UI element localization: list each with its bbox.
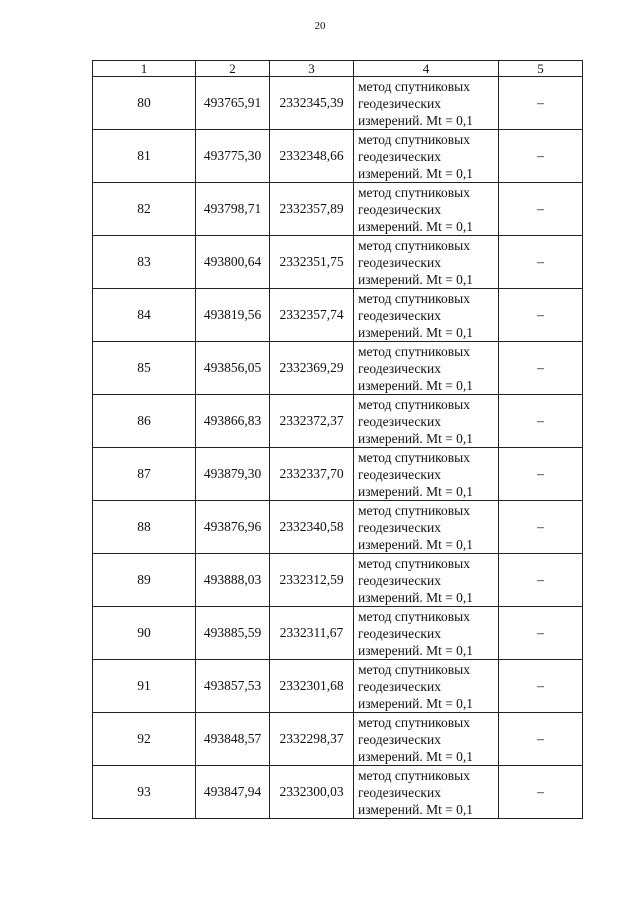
method-cell [354,660,499,713]
x-coordinate-cell: 493848,57 [196,713,270,766]
method-line: геодезических [358,95,441,111]
x-coordinate-cell: 493847,94 [196,766,270,819]
method-line: метод спутниковых [358,131,470,147]
method-line: геодезических [358,413,441,429]
x-coordinate-cell: 493885,59 [196,607,270,660]
x-coordinate-cell: 493775,30 [196,130,270,183]
note-cell: – [499,501,583,554]
method-line: геодезических [358,307,441,323]
note-cell: – [499,236,583,289]
y-coordinate-cell: 2332298,37 [270,713,354,766]
table-row [93,395,583,448]
table-row [93,183,583,236]
method-line: измерений. Mt = 0,1 [358,801,474,817]
table-row [93,660,583,713]
method-line: геодезических [358,254,441,270]
note-cell: – [499,130,583,183]
method-line: измерений. Mt = 0,1 [358,165,474,181]
method-line: измерений. Mt = 0,1 [358,748,474,764]
method-line: измерений. Mt = 0,1 [358,112,474,128]
point-number-cell: 92 [93,713,196,766]
method-line: измерений. Mt = 0,1 [358,271,474,287]
y-coordinate-cell: 2332345,39 [270,77,354,130]
point-number-cell: 90 [93,607,196,660]
x-coordinate-cell: 493819,56 [196,289,270,342]
note-cell: – [499,395,583,448]
coordinates-table [92,60,583,819]
y-coordinate-cell: 2332351,75 [270,236,354,289]
method-line: метод спутниковых [358,78,470,94]
point-number-cell: 85 [93,342,196,395]
point-number-cell: 93 [93,766,196,819]
table-row [93,289,583,342]
x-coordinate-cell: 493876,96 [196,501,270,554]
method-line: измерений. Mt = 0,1 [358,642,474,658]
header-col-2: 2 [196,61,270,77]
table-row [93,607,583,660]
y-coordinate-cell: 2332301,68 [270,660,354,713]
table-row [93,766,583,819]
note-cell: – [499,448,583,501]
method-line: измерений. Mt = 0,1 [358,430,474,446]
x-coordinate-cell: 493857,53 [196,660,270,713]
method-cell [354,607,499,660]
method-line: геодезических [358,731,441,747]
method-cell [354,395,499,448]
method-cell [354,236,499,289]
method-cell [354,289,499,342]
method-line: геодезических [358,466,441,482]
point-number-cell: 84 [93,289,196,342]
note-cell: – [499,660,583,713]
method-line: геодезических [358,201,441,217]
y-coordinate-cell: 2332369,29 [270,342,354,395]
method-line: геодезических [358,360,441,376]
y-coordinate-cell: 2332312,59 [270,554,354,607]
x-coordinate-cell: 493888,03 [196,554,270,607]
method-line: измерений. Mt = 0,1 [358,324,474,340]
method-line: метод спутниковых [358,237,470,253]
method-line: измерений. Mt = 0,1 [358,536,474,552]
table-row [93,448,583,501]
method-line: измерений. Mt = 0,1 [358,377,474,393]
table-row [93,713,583,766]
method-line: геодезических [358,572,441,588]
header-col-5: 5 [499,61,583,77]
page-number: 20 [314,20,326,32]
point-number-cell: 91 [93,660,196,713]
point-number-cell: 86 [93,395,196,448]
y-coordinate-cell: 2332340,58 [270,501,354,554]
note-cell: – [499,713,583,766]
method-line: метод спутниковых [358,449,470,465]
note-cell: – [499,554,583,607]
method-cell [354,342,499,395]
x-coordinate-cell: 493765,91 [196,77,270,130]
method-cell [354,77,499,130]
method-cell [354,130,499,183]
method-cell [354,713,499,766]
x-coordinate-cell: 493800,64 [196,236,270,289]
method-line: измерений. Mt = 0,1 [358,218,474,234]
y-coordinate-cell: 2332372,37 [270,395,354,448]
y-coordinate-cell: 2332348,66 [270,130,354,183]
point-number-cell: 82 [93,183,196,236]
y-coordinate-cell: 2332337,70 [270,448,354,501]
header-col-4: 4 [354,61,499,77]
y-coordinate-cell: 2332357,74 [270,289,354,342]
method-cell [354,501,499,554]
y-coordinate-cell: 2332300,03 [270,766,354,819]
x-coordinate-cell: 493798,71 [196,183,270,236]
method-cell [354,448,499,501]
header-col-1: 1 [93,61,196,77]
point-number-cell: 80 [93,77,196,130]
method-line: измерений. Mt = 0,1 [358,589,474,605]
point-number-cell: 81 [93,130,196,183]
point-number-cell: 88 [93,501,196,554]
method-line: метод спутниковых [358,290,470,306]
method-line: метод спутниковых [358,343,470,359]
method-cell [354,766,499,819]
method-line: геодезических [358,519,441,535]
method-line: геодезических [358,625,441,641]
point-number-cell: 89 [93,554,196,607]
method-line: геодезических [358,678,441,694]
method-line: геодезических [358,148,441,164]
method-line: метод спутниковых [358,661,470,677]
table-row [93,130,583,183]
method-line: измерений. Mt = 0,1 [358,483,474,499]
method-line: метод спутниковых [358,767,470,783]
table-header-row [93,61,583,77]
y-coordinate-cell: 2332357,89 [270,183,354,236]
y-coordinate-cell: 2332311,67 [270,607,354,660]
method-line: метод спутниковых [358,184,470,200]
point-number-cell: 87 [93,448,196,501]
method-cell [354,554,499,607]
method-line: метод спутниковых [358,714,470,730]
table-row [93,554,583,607]
x-coordinate-cell: 493856,05 [196,342,270,395]
note-cell: – [499,289,583,342]
method-line: метод спутниковых [358,396,470,412]
method-line: геодезических [358,784,441,800]
method-line: метод спутниковых [358,608,470,624]
method-cell [354,183,499,236]
note-cell: – [499,607,583,660]
note-cell: – [499,77,583,130]
x-coordinate-cell: 493866,83 [196,395,270,448]
note-cell: – [499,183,583,236]
method-line: метод спутниковых [358,555,470,571]
header-col-3: 3 [270,61,354,77]
table-row [93,501,583,554]
table-row [93,236,583,289]
method-line: измерений. Mt = 0,1 [358,695,474,711]
note-cell: – [499,342,583,395]
note-cell: – [499,766,583,819]
table-row [93,342,583,395]
method-line: метод спутниковых [358,502,470,518]
x-coordinate-cell: 493879,30 [196,448,270,501]
table-row [93,77,583,130]
point-number-cell: 83 [93,236,196,289]
